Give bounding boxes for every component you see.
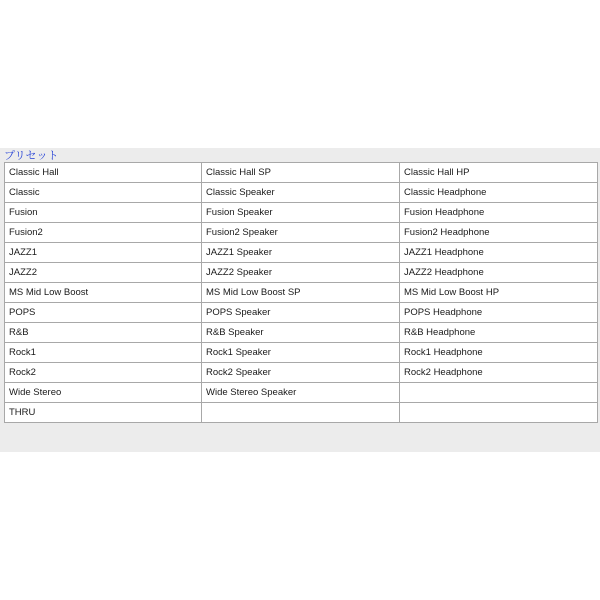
- preset-cell: THRU: [5, 403, 202, 423]
- table-row: [5, 383, 598, 403]
- table-row: [5, 323, 598, 343]
- preset-cell: Classic Hall: [5, 163, 202, 183]
- preset-cell: R&B Speaker: [202, 323, 400, 343]
- preset-cell: JAZZ1 Headphone: [400, 243, 598, 263]
- presets-table: [4, 162, 598, 423]
- table-row: [5, 403, 598, 423]
- preset-cell: Rock1 Speaker: [202, 343, 400, 363]
- preset-cell: R&B Headphone: [400, 323, 598, 343]
- preset-cell: POPS: [5, 303, 202, 323]
- table-row: [5, 363, 598, 383]
- preset-cell: Fusion Speaker: [202, 203, 400, 223]
- preset-cell: MS Mid Low Boost SP: [202, 283, 400, 303]
- preset-cell: Fusion: [5, 203, 202, 223]
- preset-cell: Classic Hall HP: [400, 163, 598, 183]
- table-row: [5, 303, 598, 323]
- preset-cell-empty: [202, 403, 400, 423]
- preset-cell: Wide Stereo: [5, 383, 202, 403]
- table-row: [5, 223, 598, 243]
- table-row: [5, 283, 598, 303]
- preset-cell: JAZZ1: [5, 243, 202, 263]
- table-row: [5, 183, 598, 203]
- preset-cell-empty: [400, 383, 598, 403]
- preset-cell: Rock1 Headphone: [400, 343, 598, 363]
- preset-cell: Rock2: [5, 363, 202, 383]
- preset-cell: JAZZ1 Speaker: [202, 243, 400, 263]
- preset-cell: Fusion2 Headphone: [400, 223, 598, 243]
- preset-cell: JAZZ2: [5, 263, 202, 283]
- preset-cell: MS Mid Low Boost HP: [400, 283, 598, 303]
- preset-cell: Classic Speaker: [202, 183, 400, 203]
- table-row: [5, 263, 598, 283]
- preset-cell: JAZZ2 Headphone: [400, 263, 598, 283]
- preset-cell: Classic Hall SP: [202, 163, 400, 183]
- preset-cell: Fusion2: [5, 223, 202, 243]
- preset-cell: POPS Speaker: [202, 303, 400, 323]
- preset-cell: Classic Headphone: [400, 183, 598, 203]
- table-row: [5, 203, 598, 223]
- preset-cell: Wide Stereo Speaker: [202, 383, 400, 403]
- table-row: [5, 343, 598, 363]
- preset-cell: Fusion Headphone: [400, 203, 598, 223]
- preset-cell: MS Mid Low Boost: [5, 283, 202, 303]
- preset-cell: POPS Headphone: [400, 303, 598, 323]
- preset-cell: R&B: [5, 323, 202, 343]
- preset-cell: Rock1: [5, 343, 202, 363]
- preset-cell-empty: [400, 403, 598, 423]
- table-row: [5, 163, 598, 183]
- table-row: [5, 243, 598, 263]
- presets-caption: プリセット: [4, 150, 59, 162]
- preset-cell: Classic: [5, 183, 202, 203]
- preset-cell: Fusion2 Speaker: [202, 223, 400, 243]
- preset-cell: Rock2 Headphone: [400, 363, 598, 383]
- preset-cell: JAZZ2 Speaker: [202, 263, 400, 283]
- preset-cell: Rock2 Speaker: [202, 363, 400, 383]
